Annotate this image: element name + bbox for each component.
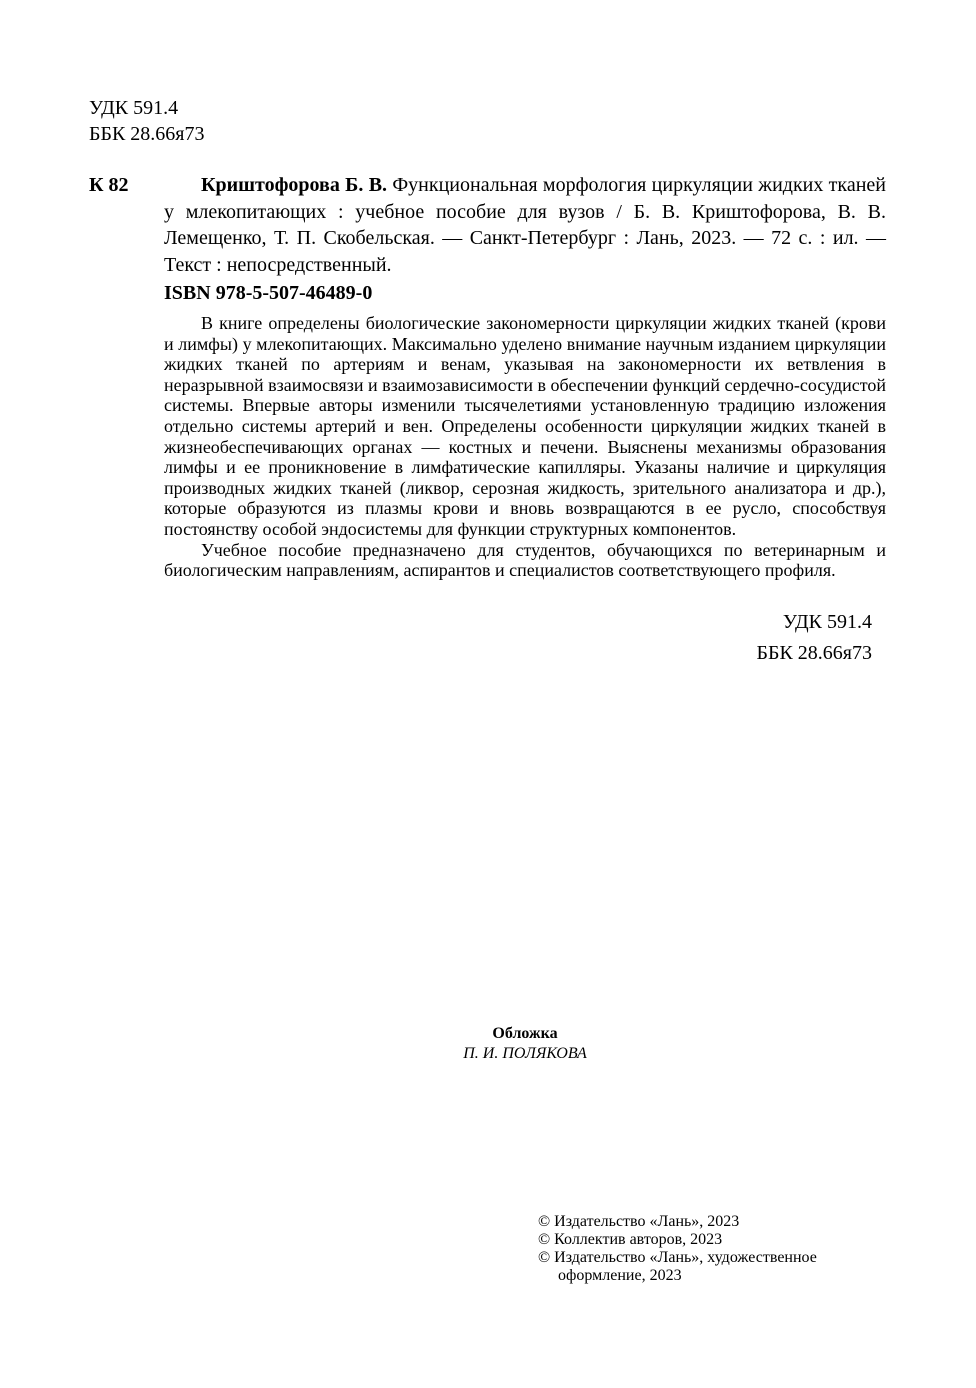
classification-udk: УДК 591.4 — [782, 611, 872, 633]
header-bbk: ББК 28.66я73 — [89, 123, 205, 145]
header-classification — [89, 95, 205, 147]
cover-label: Обложка — [492, 1025, 558, 1042]
abstract-paragraph-1: В книге определены биологические закономерности циркуляции жидких тканей (крови и лимфы) у млекопитающих. Максимально уделено внимание научным изданием циркуляции жидких тканей по артериям и венам, указывая на закономерности их ветвления в неразрывной взаимосвязи и взаимозависимости в обеспечении функций сердечно-сосудистой системы. Впервые авторы изменили тысячелетиями установленную традицию изложения отдельно системы артерий и вен. Определены особенности циркуляции жидких тканей в жизнеобеспечивающих органах — костных и печени. Выяснены механизмы образования лимфы и ее проникновение в лимфатические капилляры. Указаны наличие и циркуляция производных жидких тканей (ликвор, серозная жидкость, зрительного анализатора и др.), которые образуются из плазмы крови и вновь возвращаются в ее русло, способствуя постоянству особой эндосистемы для функции структурных компонентов. — [164, 313, 886, 539]
bibliographic-description: Функциональная морфология циркуляции жидких тканей у млекопитающих : учебное пособие для вузов / Б. В. Криштофорова, В. В. Лемещенко, Т. П. Скобельская. — Санкт-Петербург : Лань, 2023. — 72 с. : ил. — Текст : непосредственный. — [164, 174, 886, 276]
classification-bbk: ББК 28.66я73 — [756, 642, 872, 664]
author-name: Криштофорова Б. В. — [201, 174, 388, 196]
isbn: ISBN 978-5-507-46489-0 — [164, 282, 373, 304]
copyright-line-3-continued: оформление, 2023 — [558, 1267, 682, 1284]
cover-credit — [400, 1024, 650, 1064]
cover-artist: П. И. ПОЛЯКОВА — [463, 1045, 587, 1062]
classification-block — [700, 607, 872, 669]
copyright-block — [538, 1213, 817, 1285]
copyright-line-1: © Издательство «Лань», 2023 — [538, 1213, 740, 1230]
bibliographic-entry — [164, 172, 886, 278]
abstract-paragraph-2: Учебное пособие предназначено для студентов, обучающихся по ветеринарным и биологическим направлениям, аспирантов и специалистов соответствующего профиля. — [164, 539, 886, 581]
abstract — [164, 313, 886, 581]
header-udk: УДК 591.4 — [89, 97, 179, 119]
copyright-line-2: © Коллектив авторов, 2023 — [538, 1231, 723, 1248]
copyright-line-3: © Издательство «Лань», художественное — [538, 1249, 817, 1266]
author-mark: К 82 — [89, 174, 129, 196]
